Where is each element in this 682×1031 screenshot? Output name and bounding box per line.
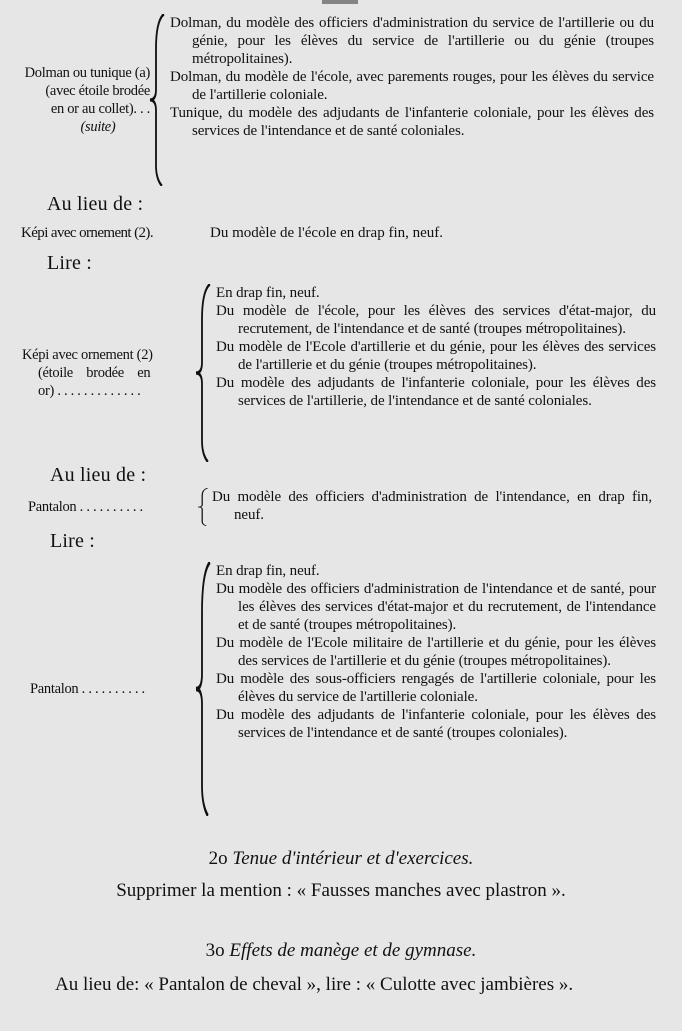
section-title: Effets de manège et de gymnase. <box>229 940 477 961</box>
label-line: en or au collet). . . <box>50 101 150 117</box>
list-item: En drap fin, neuf. <box>216 285 320 301</box>
list-item: Du modèle des adjudants de l'infanterie coloniale, pour les élèves des services de l'artillerie, de l'intendance et de santé coloniales. <box>216 375 656 409</box>
list-item: Dolman, du modèle des officiers d'administration du service de l'artillerie ou du génie, pour les élèves du service de l'artillerie ou du génie (troupes métropolitaines). <box>170 15 654 67</box>
list-item: Du modèle des officiers d'administration de l'intendance, en drap fin, neuf. <box>212 489 652 523</box>
page-number-fragment <box>322 0 358 4</box>
heading-au-lieu-de: Au lieu de : <box>47 193 144 215</box>
kepi-old-label: Képi avec ornement (2). <box>21 225 153 241</box>
label-line <box>16 118 150 136</box>
section-2-text: Supprimer la mention : « Fausses manches avec plastron ». <box>116 880 566 901</box>
label-line: or) . . . . . . . . . . . . . <box>38 383 141 399</box>
list-item: Du modèle des sous-officiers rengagés de l'artillerie coloniale, pour les élèves du service de l'artillerie coloniale. <box>216 671 656 705</box>
curly-brace <box>150 14 170 186</box>
suite-label: (suite) <box>80 119 116 135</box>
curly-brace <box>196 562 216 816</box>
list-item: Du modèle de l'école, pour les élèves des services d'état-major, du recrutement, de l'intendance et de santé (troupes métropolitaines). <box>216 303 656 337</box>
kepi-block <box>22 284 656 462</box>
list-item: Du modèle des officiers d'administration de l'intendance et de santé, pour les élèves des services d'état-major et du recrutement, de l'intendance et de santé (troupes métropolitaines). <box>216 581 656 633</box>
kepi-label <box>22 284 196 462</box>
section-title: Tenue d'intérieur et d'exercices. <box>232 848 474 869</box>
pantalon-block <box>30 562 656 816</box>
label-line: Képi avec ornement (2) <box>22 347 153 363</box>
heading-lire: Lire : <box>47 252 93 274</box>
pantalon-old-block <box>28 488 652 526</box>
list-item: Tunique, du modèle des adjudants de l'infanterie coloniale, pour les élèves des services de l'intendance et de santé coloniales. <box>170 105 654 139</box>
list-item: Du modèle des adjudants de l'infanterie coloniale, pour les élèves des services de l'intendance et de santé (troupes coloniales). <box>216 707 656 741</box>
pantalon-items <box>216 562 656 816</box>
heading-lire: Lire : <box>50 530 96 552</box>
curly-brace <box>196 284 216 462</box>
dolman-block <box>16 14 654 186</box>
list-item: En drap fin, neuf. <box>216 563 320 579</box>
dolman-items <box>170 14 654 186</box>
list-item: Du modèle de l'Ecole militaire de l'artillerie et du génie, pour les élèves des services de l'artillerie et du génie (troupes métropolitaines). <box>216 635 656 669</box>
pantalon-old-items <box>212 488 652 526</box>
section-2-heading <box>0 848 682 870</box>
curly-brace <box>198 488 212 526</box>
list-item: Dolman, du modèle de l'école, avec parements rouges, pour les élèves du service de l'artillerie coloniale. <box>170 69 654 103</box>
section-3-text: Au lieu de: « Pantalon de cheval », lire : « Culotte avec jambières ». <box>55 974 574 995</box>
kepi-items <box>216 284 656 462</box>
label-line: (avec étoile brodée <box>45 83 150 99</box>
kepi-old-value: Du modèle de l'école en drap fin, neuf. <box>210 225 444 241</box>
pantalon-old-label: Pantalon . . . . . . . . . . <box>28 499 143 515</box>
dolman-label <box>16 14 150 186</box>
label-line: Dolman ou tunique (a) <box>24 65 150 81</box>
heading-au-lieu-de: Au lieu de : <box>50 464 147 486</box>
section-3-heading <box>0 940 682 962</box>
pantalon-label: Pantalon . . . . . . . . . . <box>30 681 145 697</box>
section-number: 3o <box>205 940 225 961</box>
list-item: Du modèle de l'Ecole d'artillerie et du génie, pour les élèves des services de l'artillerie et du génie (troupes métropolitaines). <box>216 339 656 373</box>
section-number: 2o <box>208 848 228 869</box>
label-line: (étoile brodée en <box>38 365 151 381</box>
